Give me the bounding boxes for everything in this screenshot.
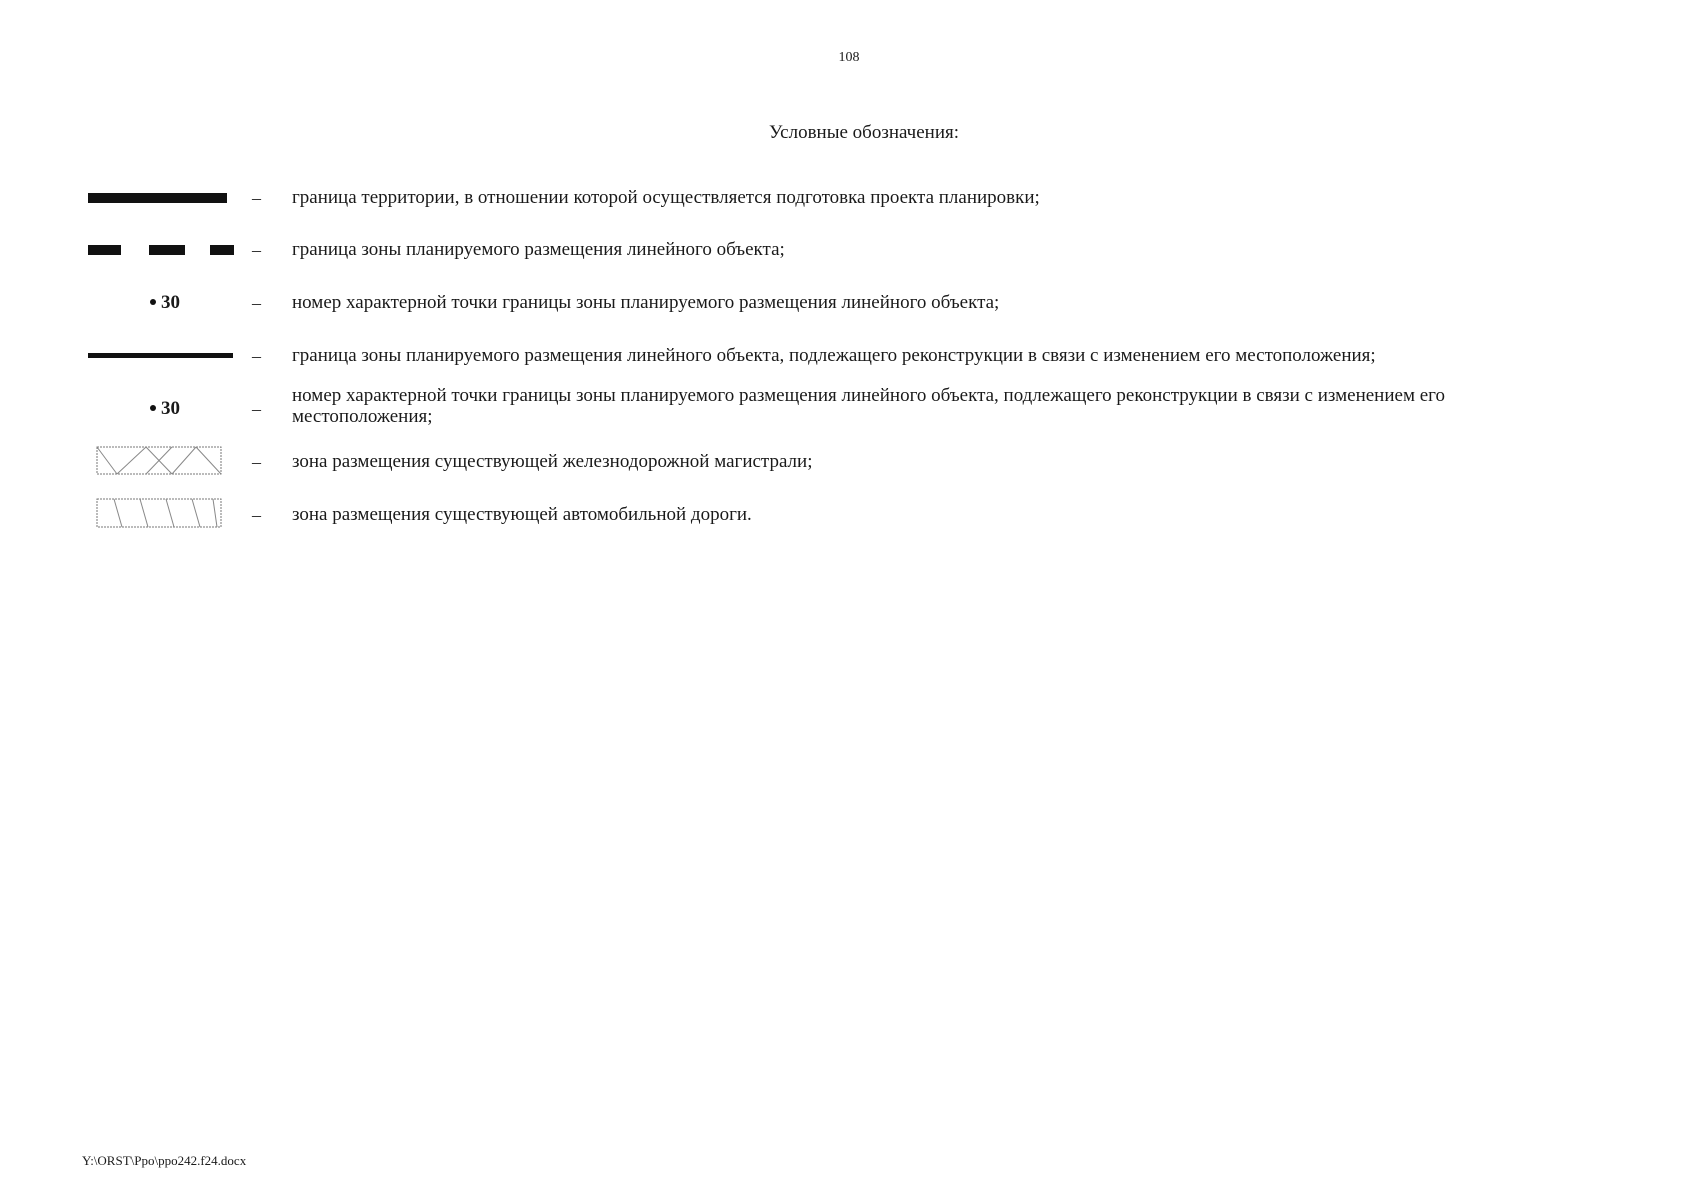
point-number-label: 30 (161, 398, 180, 419)
legend-dash: – (252, 452, 261, 472)
point-dot-icon (150, 299, 156, 305)
legend-description: зона размещения существующей железнодорожной магистрали; (292, 451, 813, 472)
legend-description: граница территории, в отношении которой осуществляется подготовка проекта планировки; (292, 187, 1040, 208)
legend-item-railway-zone (0, 442, 1698, 482)
legend-description: граница зоны планируемого размещения линейного объекта; (292, 239, 785, 260)
medium-solid-line-icon (86, 336, 246, 376)
legend-description: номер характерной точки границы зоны планируемого размещения линейного объекта, подлежащего реконструкции в связи с изменением его местоположения; (292, 385, 1445, 427)
point-number-symbol (150, 293, 180, 312)
point-dot-icon (150, 405, 156, 411)
legend-dash: – (252, 505, 261, 525)
legend-dash: – (252, 399, 261, 419)
thick-dashed-line-icon (86, 230, 246, 270)
legend-item-reconstruction-point (0, 385, 1698, 437)
legend-description: граница зоны планируемого размещения линейного объекта, подлежащего реконструкции в связи с изменением его местоположения; (292, 345, 1376, 366)
point-number-symbol (150, 399, 180, 418)
legend-description: номер характерной точки границы зоны планируемого размещения линейного объекта; (292, 292, 1000, 313)
page-number: 108 (838, 50, 860, 65)
legend-dash: – (252, 240, 261, 260)
legend-item-road-zone (0, 495, 1698, 535)
legend-item-territory-boundary (0, 178, 1698, 218)
legend-item-characteristic-point (0, 283, 1698, 323)
road-zone-hatch-icon (86, 495, 246, 535)
legend-item-reconstruction-zone-boundary (0, 336, 1698, 376)
legend-dash: – (252, 293, 261, 313)
railway-zone-hatch-icon (86, 442, 246, 482)
legend-title: Условные обозначения: (768, 122, 960, 143)
footer-file-path: Y:\ORST\Ppo\ppo242.f24.docx (82, 1153, 247, 1168)
thick-solid-line-icon (86, 178, 246, 218)
point-number-label: 30 (161, 292, 180, 313)
legend-description: зона размещения существующей автомобильной дороги. (292, 504, 752, 525)
legend-dash: – (252, 346, 261, 366)
legend-dash: – (252, 188, 261, 208)
legend-item-linear-object-zone-boundary (0, 230, 1698, 270)
